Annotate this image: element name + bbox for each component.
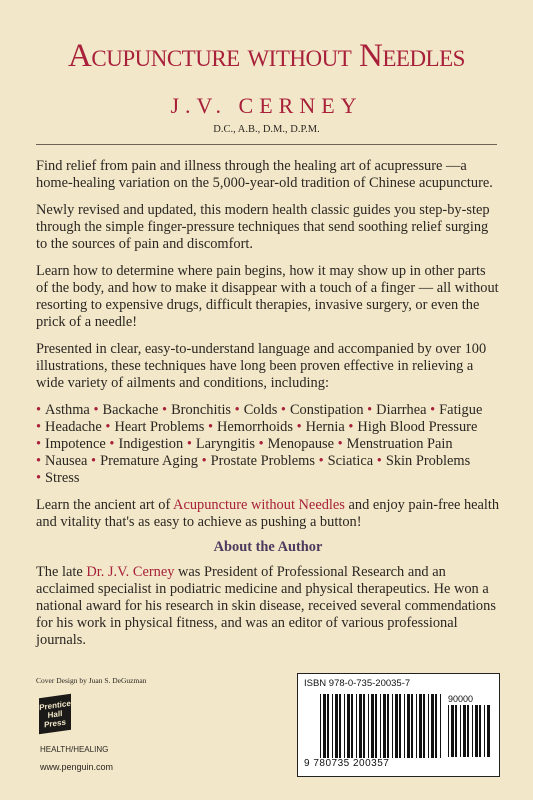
condition-item: [36, 402, 90, 418]
conditions-list: [36, 402, 500, 487]
paragraph-intro: Find relief from pain and illness through the healing art of acupressure —a home-healing variation on the 5,000-year-old tradition of Chinese acupuncture.: [36, 158, 493, 191]
about-author-name: Dr. J.V. Cerney: [86, 564, 175, 580]
about-author-heading: About the Author: [213, 539, 323, 555]
publisher-website: www.penguin.com: [40, 762, 114, 772]
condition-label: Skin Problems: [385, 453, 471, 469]
condition-item: [430, 402, 482, 418]
author-credentials: D.C., A.B., D.M., D.P.M.: [213, 124, 320, 135]
condition-label: Nausea: [45, 453, 88, 469]
condition-item: [105, 419, 204, 435]
condition-label: High Blood Pressure: [357, 419, 478, 435]
publisher-logo-line2: Hall Press: [44, 708, 66, 730]
condition-label: Colds: [243, 402, 278, 418]
bullet-dot-icon: •: [93, 402, 99, 418]
isbn-number: ISBN 978-0-735-20035-7: [304, 678, 411, 689]
paragraph-revised: Newly revised and updated, this modern health classic guides you step-by-step through the simple finger-pressure techniques that send soothing relief surging to the sources of pain and discomfort.: [36, 202, 490, 252]
condition-item: [377, 453, 470, 469]
top-divider: [36, 144, 497, 145]
condition-item: [235, 402, 278, 418]
condition-item: [338, 436, 453, 452]
about-text-start: The late: [36, 564, 87, 580]
bullet-dot-icon: •: [258, 436, 264, 452]
condition-label: Menopause: [267, 436, 335, 452]
paragraph-presented: Presented in clear, easy-to-understand language and accompanied by over 100 illustrations, these techniques have long been proven effective in relieving a wide variety of ailments and conditions, including:: [36, 341, 487, 391]
bullet-dot-icon: •: [36, 436, 42, 452]
condition-label: Laryngitis: [195, 436, 256, 452]
condition-label: Heart Problems: [114, 419, 205, 435]
bullet-dot-icon: •: [337, 436, 343, 452]
condition-item: [36, 453, 87, 469]
condition-label: Constipation: [289, 402, 364, 418]
paragraph-closing: [36, 497, 500, 531]
publisher-logo-line1: Prentice: [39, 698, 71, 712]
condition-label: Hernia: [305, 419, 345, 435]
condition-label: Asthma: [45, 402, 90, 418]
condition-item: [367, 402, 426, 418]
condition-item: [36, 436, 106, 452]
bullet-dot-icon: •: [105, 419, 111, 435]
condition-label: Diarrhea: [376, 402, 427, 418]
condition-label: Menstruation Pain: [346, 436, 453, 452]
bullet-dot-icon: •: [280, 402, 286, 418]
price-code: 90000: [448, 694, 474, 704]
condition-label: Premature Aging: [100, 453, 198, 469]
bullet-dot-icon: •: [36, 402, 42, 418]
condition-item: [297, 419, 345, 435]
condition-item: [208, 419, 293, 435]
condition-label: Fatigue: [439, 402, 483, 418]
condition-item: [187, 436, 255, 452]
barcode-digits: 9 780735 200357: [304, 758, 390, 769]
condition-item: [93, 402, 158, 418]
condition-label: Hemorrhoids: [217, 419, 293, 435]
barcode-panel: [297, 673, 500, 777]
bullet-dot-icon: •: [109, 436, 115, 452]
condition-item: [109, 436, 183, 452]
condition-item: [36, 470, 79, 486]
condition-label: Indigestion: [118, 436, 184, 452]
barcode-bars: [320, 694, 442, 758]
cover-design-credit: Cover Design by Juan S. DeGuzman: [36, 676, 147, 685]
condition-item: [162, 402, 231, 418]
bullet-dot-icon: •: [296, 419, 302, 435]
paragraph-learn: Learn how to determine where pain begins, how it may show up in other parts of the body, and how to make it disappear with a touch of a finger — all without resorting to expensive drugs, difficult therapies, invasive surgery, or even the prick of a needle!: [36, 263, 499, 330]
bullet-dot-icon: •: [91, 453, 97, 469]
condition-item: [259, 436, 334, 452]
condition-label: Sciatica: [327, 453, 374, 469]
bullet-dot-icon: •: [36, 470, 42, 486]
condition-label: Impotence: [45, 436, 106, 452]
book-title: Acupuncture without Needles: [68, 38, 465, 74]
condition-item: [36, 419, 102, 435]
bullet-dot-icon: •: [36, 453, 42, 469]
condition-label: Prostate Problems: [210, 453, 315, 469]
condition-item: [348, 419, 477, 435]
publisher-logo: [39, 694, 71, 734]
bullet-dot-icon: •: [234, 402, 240, 418]
closing-title-highlight: Acupuncture without Needles: [173, 497, 345, 513]
condition-label: Headache: [45, 419, 102, 435]
condition-label: Backache: [102, 402, 159, 418]
description-body: [36, 158, 500, 659]
bullet-dot-icon: •: [376, 453, 382, 469]
about-text-end: was President of Professional Research and an acclaimed specialist in podiatric medicine and physical therapeutics. He won a national award for his research in skin disease, received several commendations for his work in physical fitness, and was an editor of various professional journals.: [36, 564, 496, 648]
condition-item: [202, 453, 315, 469]
condition-label: Bronchitis: [171, 402, 232, 418]
bullet-dot-icon: •: [367, 402, 373, 418]
bullet-dot-icon: •: [201, 453, 207, 469]
paragraph-about-author: [36, 564, 500, 649]
bullet-dot-icon: •: [186, 436, 192, 452]
bullet-dot-icon: •: [348, 419, 354, 435]
condition-item: [319, 453, 374, 469]
author-name: J.V. CERNEY: [170, 93, 363, 118]
closing-text-end: and enjoy pain-free health and vitality that's as easy to achieve as pushing a button!: [36, 497, 500, 530]
bullet-dot-icon: •: [318, 453, 324, 469]
bullet-dot-icon: •: [430, 402, 436, 418]
barcode-addon-bars: [448, 705, 492, 757]
bullet-dot-icon: •: [162, 402, 168, 418]
condition-item: [281, 402, 364, 418]
bullet-dot-icon: •: [207, 419, 214, 435]
condition-label: Stress: [45, 470, 80, 486]
category-label: HEALTH/HEALING: [40, 745, 109, 754]
bullet-dot-icon: •: [36, 419, 42, 435]
closing-text-start: Learn the ancient art of: [36, 497, 174, 513]
condition-item: [91, 453, 198, 469]
